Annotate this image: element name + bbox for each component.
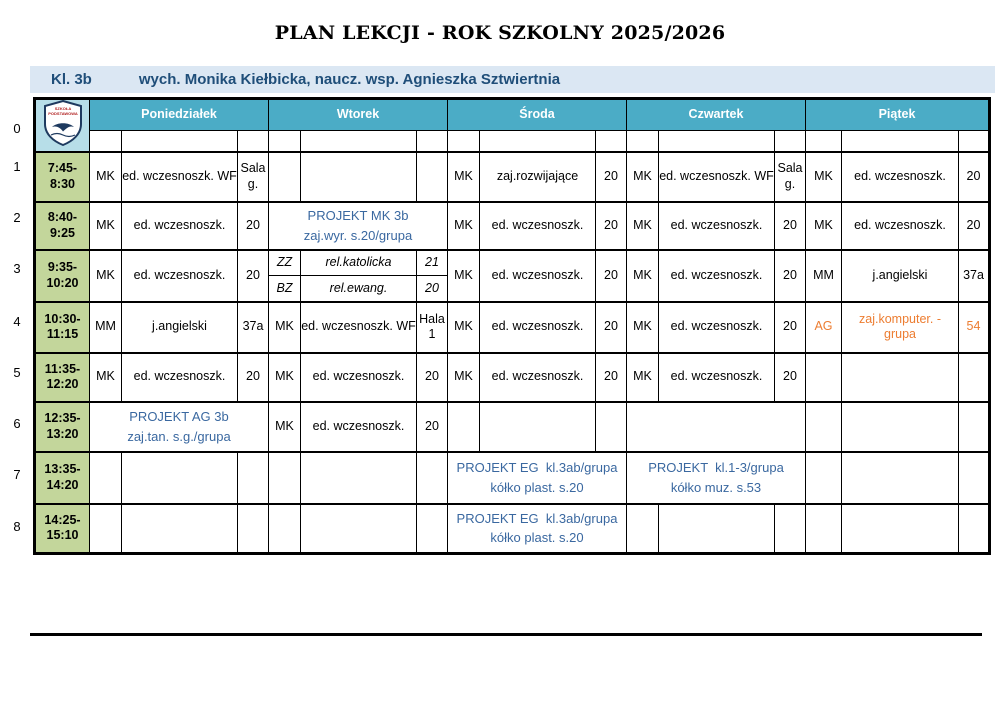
subject-cell: ed. wczesnoszk. xyxy=(122,353,238,402)
room-cell: 20 xyxy=(959,202,990,250)
room-cell: 20 xyxy=(596,353,627,402)
empty-cell xyxy=(627,504,659,554)
empty-cell xyxy=(238,504,269,554)
empty-cell xyxy=(596,131,627,152)
room-cell: 20 xyxy=(775,202,806,250)
teacher-cell: MK xyxy=(448,302,480,353)
room-cell: 37a xyxy=(959,250,990,302)
teacher-cell: MK xyxy=(627,152,659,202)
empty-cell xyxy=(448,402,480,452)
table-row xyxy=(35,402,990,452)
empty-cell xyxy=(959,452,990,504)
row-number: 1 xyxy=(13,159,21,174)
subject-cell: ed. wczesnoszk. xyxy=(301,353,417,402)
day-header-monday: Poniedziałek xyxy=(90,99,269,131)
room-cell: 54 xyxy=(959,302,990,353)
teacher-cell: MK xyxy=(806,202,842,250)
empty-cell xyxy=(959,353,990,402)
empty-cell xyxy=(122,131,238,152)
empty-cell xyxy=(480,131,596,152)
subject-cell: ed. wczesnoszk. xyxy=(301,402,417,452)
table-row xyxy=(35,131,990,152)
room-cell: 20 xyxy=(596,250,627,302)
subject-cell: ed. wczesnoszk. xyxy=(480,353,596,402)
subject-cell: rel.ewang. xyxy=(301,276,417,302)
empty-cell xyxy=(122,504,238,554)
teacher-cell: MK xyxy=(627,250,659,302)
subject-cell: ed. wczesnoszk. xyxy=(659,250,775,302)
empty-cell xyxy=(842,402,959,452)
empty-cell xyxy=(959,131,990,152)
subject-cell: ed. wczesnoszk. xyxy=(480,302,596,353)
subject-cell: ed. wczesnoszk. xyxy=(659,302,775,353)
empty-cell xyxy=(238,131,269,152)
empty-cell xyxy=(90,504,122,554)
empty-cell xyxy=(806,131,842,152)
row-number: 0 xyxy=(13,121,21,136)
empty-cell xyxy=(90,452,122,504)
teacher-cell: AG xyxy=(806,302,842,353)
empty-cell xyxy=(806,452,842,504)
time-cell: 11:35- 12:20 xyxy=(35,353,90,402)
teachers-label: wych. Monika Kiełbicka, naucz. wsp. Agnieszka Sztwiertnia xyxy=(138,71,561,88)
table-row xyxy=(35,504,990,554)
row-number: 8 xyxy=(13,519,21,534)
time-cell: 12:35- 13:20 xyxy=(35,402,90,452)
table-row xyxy=(35,152,990,202)
day-header-thursday: Czwartek xyxy=(627,99,806,131)
row-number: 6 xyxy=(13,416,21,431)
room-cell: 20 xyxy=(775,353,806,402)
empty-cell xyxy=(269,452,301,504)
empty-cell xyxy=(842,131,959,152)
empty-cell xyxy=(842,452,959,504)
project-cell: PROJEKT MK 3b zaj.wyr. s.20/grupa xyxy=(269,202,448,250)
teacher-cell: MK xyxy=(269,353,301,402)
day-header-tuesday: Wtorek xyxy=(269,99,448,131)
empty-cell xyxy=(806,402,842,452)
subject-cell: ed. wczesnoszk. xyxy=(842,152,959,202)
room-cell: 20 xyxy=(417,276,448,302)
empty-cell xyxy=(806,504,842,554)
teacher-cell: MM xyxy=(806,250,842,302)
empty-cell xyxy=(238,452,269,504)
project-cell: PROJEKT EG kl.3ab/grupa kółko plast. s.20 xyxy=(448,504,627,554)
empty-cell xyxy=(775,131,806,152)
subject-cell: ed. wczesnoszk. xyxy=(122,202,238,250)
empty-cell xyxy=(842,504,959,554)
teacher-cell: MK xyxy=(448,353,480,402)
empty-cell xyxy=(806,353,842,402)
teacher-cell: ZZ xyxy=(269,250,301,276)
room-cell: 20 xyxy=(596,152,627,202)
school-logo-cell xyxy=(35,99,90,152)
room-cell: 20 xyxy=(959,152,990,202)
empty-cell xyxy=(122,452,238,504)
subject-cell: ed. wczesnoszk. WF xyxy=(659,152,775,202)
room-cell: 20 xyxy=(596,202,627,250)
empty-cell xyxy=(90,131,122,152)
room-cell: 20 xyxy=(775,302,806,353)
teacher-cell: MK xyxy=(90,353,122,402)
day-header-wednesday: Środa xyxy=(448,99,627,131)
empty-cell xyxy=(959,402,990,452)
empty-cell xyxy=(301,504,417,554)
teacher-cell: MK xyxy=(627,353,659,402)
empty-cell xyxy=(301,452,417,504)
time-cell: 7:45- 8:30 xyxy=(35,152,90,202)
row-number: 5 xyxy=(13,365,21,380)
teacher-cell: MK xyxy=(448,250,480,302)
subject-cell: ed. wczesnoszk. WF xyxy=(301,302,417,353)
teacher-cell: MK xyxy=(448,202,480,250)
subject-cell: zaj.komputer. - grupa xyxy=(842,302,959,353)
subject-cell: j.angielski xyxy=(122,302,238,353)
room-cell: 20 xyxy=(417,353,448,402)
subject-cell: ed. wczesnoszk. xyxy=(659,353,775,402)
time-cell: 9:35- 10:20 xyxy=(35,250,90,302)
time-cell: 13:35- 14:20 xyxy=(35,452,90,504)
teacher-cell: MK xyxy=(90,202,122,250)
time-cell: 14:25- 15:10 xyxy=(35,504,90,554)
subject-cell: ed. wczesnoszk. xyxy=(480,250,596,302)
empty-merged-cell xyxy=(627,402,806,452)
empty-cell xyxy=(269,152,301,202)
teacher-cell: MK xyxy=(90,250,122,302)
empty-cell xyxy=(775,504,806,554)
footer-divider-line xyxy=(30,633,982,636)
school-logo-icon xyxy=(42,100,84,146)
project-cell: PROJEKT kl.1-3/grupa kółko muz. s.53 xyxy=(627,452,806,504)
project-cell: PROJEKT EG kl.3ab/grupa kółko plast. s.20 xyxy=(448,452,627,504)
room-cell: 20 xyxy=(238,250,269,302)
room-cell: 20 xyxy=(775,250,806,302)
teacher-cell: BZ xyxy=(269,276,301,302)
empty-cell xyxy=(417,504,448,554)
svg-text:PODSTAWOWA: PODSTAWOWA xyxy=(47,111,78,116)
empty-cell xyxy=(659,504,775,554)
room-cell: 37a xyxy=(238,302,269,353)
class-label: Kl. 3b xyxy=(51,71,92,88)
subject-cell: zaj.rozwijające xyxy=(480,152,596,202)
table-row xyxy=(35,353,990,402)
project-cell: PROJEKT AG 3b zaj.tan. s.g./grupa xyxy=(90,402,269,452)
svg-text:SZKOŁA: SZKOŁA xyxy=(54,106,71,111)
row-number: 3 xyxy=(13,261,21,276)
empty-cell xyxy=(448,131,480,152)
subject-cell: ed. wczesnoszk. WF xyxy=(122,152,238,202)
room-cell: 20 xyxy=(596,302,627,353)
teacher-cell: MK xyxy=(90,152,122,202)
empty-cell xyxy=(417,452,448,504)
teacher-cell: MK xyxy=(269,302,301,353)
empty-cell xyxy=(417,152,448,202)
empty-cell xyxy=(842,353,959,402)
table-row xyxy=(35,302,990,353)
empty-cell xyxy=(301,131,417,152)
teacher-cell: MK xyxy=(448,152,480,202)
empty-cell xyxy=(627,131,659,152)
empty-cell xyxy=(480,402,596,452)
room-cell: 20 xyxy=(417,402,448,452)
empty-cell xyxy=(959,504,990,554)
teacher-cell: MK xyxy=(627,302,659,353)
room-cell: Hala 1 xyxy=(417,302,448,353)
time-cell: 10:30- 11:15 xyxy=(35,302,90,353)
empty-cell xyxy=(301,152,417,202)
empty-cell xyxy=(269,504,301,554)
empty-cell xyxy=(417,131,448,152)
teacher-cell: MK xyxy=(269,402,301,452)
teacher-cell: MK xyxy=(627,202,659,250)
subject-cell: ed. wczesnoszk. xyxy=(842,202,959,250)
subject-cell: rel.katolicka xyxy=(301,250,417,276)
room-cell: Sala g. xyxy=(775,152,806,202)
empty-cell xyxy=(269,131,301,152)
subject-cell: ed. wczesnoszk. xyxy=(122,250,238,302)
subject-cell: ed. wczesnoszk. xyxy=(659,202,775,250)
room-cell: 20 xyxy=(238,353,269,402)
subject-cell: j.angielski xyxy=(842,250,959,302)
row-number: 7 xyxy=(13,467,21,482)
empty-cell xyxy=(659,131,775,152)
subject-cell: ed. wczesnoszk. xyxy=(480,202,596,250)
teacher-cell: MK xyxy=(806,152,842,202)
table-row xyxy=(35,250,990,276)
room-cell: 21 xyxy=(417,250,448,276)
table-row xyxy=(35,452,990,504)
day-header-friday: Piątek xyxy=(806,99,990,131)
empty-cell xyxy=(596,402,627,452)
timetable xyxy=(33,97,991,555)
teacher-cell: MM xyxy=(90,302,122,353)
class-header-bar xyxy=(30,66,995,93)
page-title: PLAN LEKCJI - ROK SZKOLNY 2025/2026 xyxy=(274,22,726,44)
time-cell: 8:40- 9:25 xyxy=(35,202,90,250)
row-number: 2 xyxy=(13,210,21,225)
table-row xyxy=(35,202,990,250)
room-cell: Sala g. xyxy=(238,152,269,202)
room-cell: 20 xyxy=(238,202,269,250)
row-number: 4 xyxy=(13,314,21,329)
